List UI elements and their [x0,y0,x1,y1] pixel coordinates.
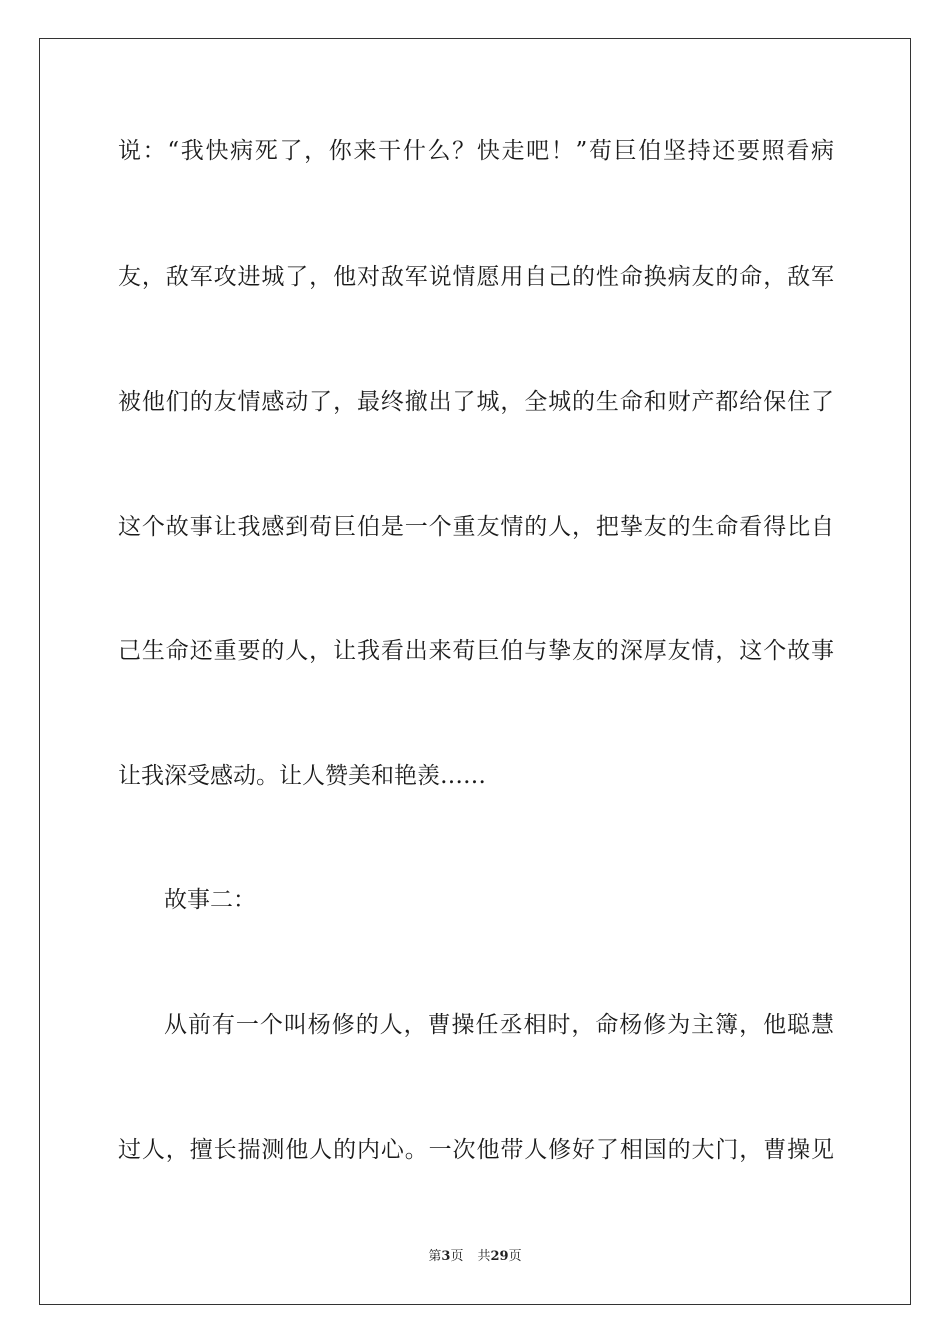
total-prefix: 共 [477,1249,491,1264]
page-prefix: 第 [428,1249,442,1264]
page-border [39,38,911,1305]
total-suffix: 页 [508,1249,522,1264]
body-line-1: 说：“我快病死了，你来干什么？快走吧！”荀巨伯坚持还要照看病 [118,138,834,164]
page-suffix: 页 [450,1249,464,1264]
body-line-5: 己生命还重要的人，让我看出来荀巨伯与挚友的深厚友情，这个故事 [118,638,834,664]
body-line-3: 被他们的友情感动了，最终撤出了城，全城的生命和财产都给保住了 [118,389,834,415]
page-number: 3 [441,1249,451,1264]
body-line-9: 过人，擅长揣测他人的内心。一次他带人修好了相国的大门，曹操见 [118,1137,834,1163]
body-line-8: 从前有一个叫杨修的人，曹操任丞相时，命杨修为主簿，他聪慧 [164,1012,834,1038]
body-line-6: 让我深受感动。让人赞美和艳羡…… [118,763,486,789]
page-footer [0,1248,950,1266]
body-line-4: 这个故事让我感到荀巨伯是一个重友情的人，把挚友的生命看得比自 [118,514,834,540]
section-heading: 故事二： [164,887,256,913]
body-line-2: 友，敌军攻进城了，他对敌军说情愿用自己的性命换病友的命，敌军 [118,264,834,290]
total-pages: 29 [490,1249,509,1264]
